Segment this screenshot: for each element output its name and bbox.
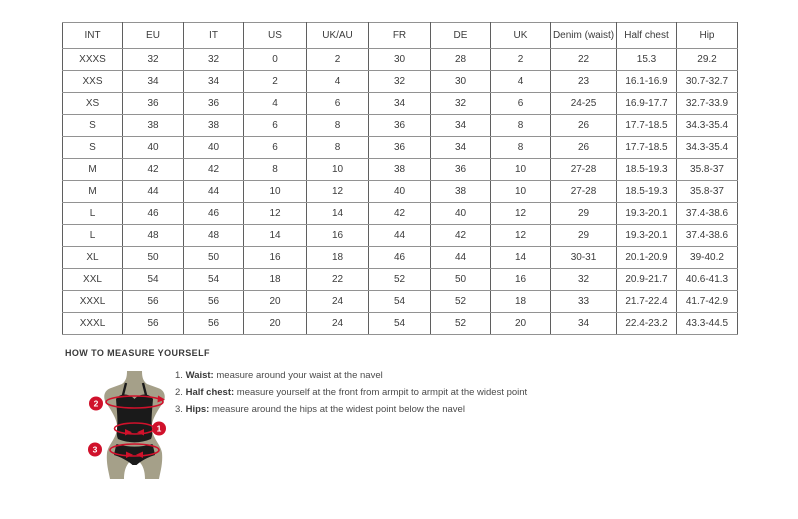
table-cell: 40	[369, 181, 431, 203]
table-cell: 40	[123, 137, 184, 159]
table-cell: 44	[369, 225, 431, 247]
table-cell: 16.1-16.9	[617, 71, 677, 93]
table-cell: 20.9-21.7	[617, 269, 677, 291]
table-cell: 29	[551, 203, 617, 225]
table-cell: XS	[63, 93, 123, 115]
measure-item-half-chest: 2. Half chest: measure yourself at the front from armpit to armpit at the widest point	[175, 387, 528, 398]
table-cell: 16	[307, 225, 369, 247]
table-cell: 20	[244, 291, 307, 313]
table-cell: 8	[491, 115, 551, 137]
table-cell: XXS	[63, 71, 123, 93]
table-header-cell: US	[244, 23, 307, 49]
mannequin-illustration	[78, 368, 190, 490]
table-cell: 24	[307, 313, 369, 335]
table-cell: 18	[491, 291, 551, 313]
table-header-cell: INT	[63, 23, 123, 49]
table-cell: 39-40.2	[677, 247, 738, 269]
table-cell: 12	[307, 181, 369, 203]
table-cell: 38	[369, 159, 431, 181]
swimsuit-top	[116, 394, 153, 442]
table-cell: 33	[551, 291, 617, 313]
table-row	[63, 225, 738, 247]
table-cell: L	[63, 203, 123, 225]
table-cell: 22	[551, 49, 617, 71]
table-cell: 32	[551, 269, 617, 291]
table-cell: 30.7-32.7	[677, 71, 738, 93]
table-cell: 21.7-22.4	[617, 291, 677, 313]
table-cell: 36	[369, 115, 431, 137]
table-cell: 34	[431, 137, 491, 159]
table-cell: 27-28	[551, 159, 617, 181]
table-cell: 48	[123, 225, 184, 247]
table-cell: 44	[184, 181, 244, 203]
table-cell: 32.7-33.9	[677, 93, 738, 115]
table-cell: 32	[123, 49, 184, 71]
table-cell: 14	[307, 203, 369, 225]
table-cell: 6	[491, 93, 551, 115]
table-cell: S	[63, 137, 123, 159]
table-row	[63, 247, 738, 269]
table-cell: 36	[184, 93, 244, 115]
table-cell: 4	[491, 71, 551, 93]
table-row	[63, 291, 738, 313]
table-cell: 20	[244, 313, 307, 335]
table-row	[63, 313, 738, 335]
size-table-body	[63, 49, 738, 335]
table-cell: 38	[123, 115, 184, 137]
table-cell: L	[63, 225, 123, 247]
table-cell: 50	[431, 269, 491, 291]
table-cell: 8	[307, 115, 369, 137]
table-cell: 36	[123, 93, 184, 115]
table-cell: 34	[551, 313, 617, 335]
table-cell: 6	[244, 137, 307, 159]
table-cell: 54	[123, 269, 184, 291]
table-cell: 17.7-18.5	[617, 115, 677, 137]
measure-item-waist: 1. Waist: measure around your waist at the navel	[175, 370, 383, 381]
table-row	[63, 93, 738, 115]
measure-heading: HOW TO MEASURE YOURSELF	[65, 348, 210, 358]
table-cell: 36	[369, 137, 431, 159]
table-cell: 15.3	[617, 49, 677, 71]
table-cell: 16	[244, 247, 307, 269]
measure-figure	[78, 368, 190, 490]
table-cell: 17.7-18.5	[617, 137, 677, 159]
table-cell: 46	[369, 247, 431, 269]
table-cell: 18	[307, 247, 369, 269]
table-cell: 6	[244, 115, 307, 137]
table-cell: 36	[431, 159, 491, 181]
table-cell: 4	[244, 93, 307, 115]
table-cell: 20	[491, 313, 551, 335]
table-cell: 20.1-20.9	[617, 247, 677, 269]
table-cell: 42	[123, 159, 184, 181]
table-cell: XXXL	[63, 291, 123, 313]
table-cell: XXXL	[63, 313, 123, 335]
table-cell: 40	[431, 203, 491, 225]
table-cell: 22	[307, 269, 369, 291]
table-cell: XL	[63, 247, 123, 269]
table-cell: 18.5-19.3	[617, 181, 677, 203]
table-cell: 34	[184, 71, 244, 93]
table-cell: 54	[369, 291, 431, 313]
table-cell: 19.3-20.1	[617, 225, 677, 247]
table-row	[63, 159, 738, 181]
table-cell: 30	[369, 49, 431, 71]
badge-hips-number: 3	[92, 444, 98, 455]
table-header-cell: UK/AU	[307, 23, 369, 49]
table-cell: 42	[184, 159, 244, 181]
table-cell: 16	[491, 269, 551, 291]
table-cell: 14	[244, 225, 307, 247]
table-cell: 26	[551, 137, 617, 159]
table-row	[63, 203, 738, 225]
table-cell: 34.3-35.4	[677, 115, 738, 137]
table-cell: 6	[307, 93, 369, 115]
table-cell: 32	[431, 93, 491, 115]
table-cell: 46	[184, 203, 244, 225]
table-cell: 28	[431, 49, 491, 71]
table-cell: 10	[491, 181, 551, 203]
table-cell: 18.5-19.3	[617, 159, 677, 181]
table-cell: 24-25	[551, 93, 617, 115]
size-chart-table	[62, 22, 738, 335]
table-header-cell: Half chest	[617, 23, 677, 49]
table-cell: 30	[431, 71, 491, 93]
table-row	[63, 137, 738, 159]
table-header-cell: FR	[369, 23, 431, 49]
table-cell: 32	[184, 49, 244, 71]
table-cell: 38	[431, 181, 491, 203]
table-cell: 10	[307, 159, 369, 181]
table-cell: 12	[244, 203, 307, 225]
table-cell: 23	[551, 71, 617, 93]
table-cell: 54	[184, 269, 244, 291]
table-cell: 8	[491, 137, 551, 159]
table-row	[63, 115, 738, 137]
table-header-cell: Denim (waist)	[551, 23, 617, 49]
table-cell: XXL	[63, 269, 123, 291]
table-cell: 50	[184, 247, 244, 269]
table-cell: XXXS	[63, 49, 123, 71]
measure-item-hips: 3. Hips: measure around the hips at the widest point below the navel	[175, 404, 465, 415]
table-cell: 48	[184, 225, 244, 247]
table-cell: 46	[123, 203, 184, 225]
table-cell: 29.2	[677, 49, 738, 71]
table-cell: 24	[307, 291, 369, 313]
table-cell: 34	[369, 93, 431, 115]
table-cell: 10	[244, 181, 307, 203]
table-cell: M	[63, 159, 123, 181]
table-cell: 56	[184, 313, 244, 335]
table-cell: 27-28	[551, 181, 617, 203]
table-cell: 56	[123, 291, 184, 313]
table-cell: 2	[244, 71, 307, 93]
table-cell: 2	[491, 49, 551, 71]
table-cell: 37.4-38.6	[677, 203, 738, 225]
table-cell: 0	[244, 49, 307, 71]
table-cell: 34	[431, 115, 491, 137]
table-cell: 2	[307, 49, 369, 71]
table-cell: 8	[244, 159, 307, 181]
table-cell: 30-31	[551, 247, 617, 269]
table-cell: 32	[369, 71, 431, 93]
table-cell: 44	[123, 181, 184, 203]
size-table-header-row	[63, 23, 738, 49]
table-row	[63, 71, 738, 93]
table-cell: 8	[307, 137, 369, 159]
table-cell: 35.8-37	[677, 181, 738, 203]
table-cell: 34	[123, 71, 184, 93]
table-cell: 56	[184, 291, 244, 313]
table-cell: 37.4-38.6	[677, 225, 738, 247]
table-header-cell: EU	[123, 23, 184, 49]
table-cell: 16.9-17.7	[617, 93, 677, 115]
table-cell: 22.4-23.2	[617, 313, 677, 335]
table-cell: 42	[369, 203, 431, 225]
table-cell: 40.6-41.3	[677, 269, 738, 291]
table-header-cell: IT	[184, 23, 244, 49]
table-cell: 52	[369, 269, 431, 291]
table-cell: 26	[551, 115, 617, 137]
table-cell: 29	[551, 225, 617, 247]
table-cell: 52	[431, 291, 491, 313]
table-header-cell: UK	[491, 23, 551, 49]
table-cell: 34.3-35.4	[677, 137, 738, 159]
table-header-cell: DE	[431, 23, 491, 49]
table-cell: S	[63, 115, 123, 137]
table-cell: 41.7-42.9	[677, 291, 738, 313]
measure-instructions	[175, 370, 527, 421]
table-row	[63, 49, 738, 71]
table-cell: 12	[491, 203, 551, 225]
badge-waist-number: 1	[156, 423, 162, 434]
table-cell: 12	[491, 225, 551, 247]
table-header-cell: Hip	[677, 23, 738, 49]
table-cell: 54	[369, 313, 431, 335]
table-row	[63, 269, 738, 291]
table-cell: 40	[184, 137, 244, 159]
table-cell: 56	[123, 313, 184, 335]
table-cell: 43.3-44.5	[677, 313, 738, 335]
table-cell: 4	[307, 71, 369, 93]
table-cell: 52	[431, 313, 491, 335]
table-cell: M	[63, 181, 123, 203]
table-row	[63, 181, 738, 203]
badge-half-chest-number: 2	[93, 398, 99, 409]
table-cell: 38	[184, 115, 244, 137]
table-cell: 42	[431, 225, 491, 247]
table-cell: 35.8-37	[677, 159, 738, 181]
table-cell: 18	[244, 269, 307, 291]
table-cell: 44	[431, 247, 491, 269]
table-cell: 14	[491, 247, 551, 269]
table-cell: 10	[491, 159, 551, 181]
table-cell: 50	[123, 247, 184, 269]
table-cell: 19.3-20.1	[617, 203, 677, 225]
